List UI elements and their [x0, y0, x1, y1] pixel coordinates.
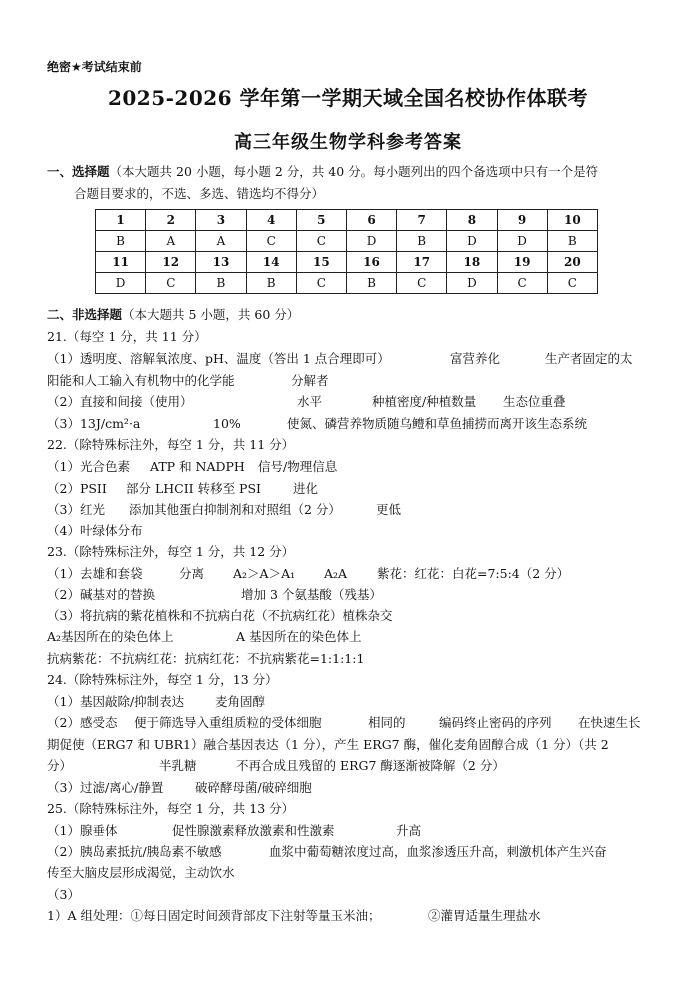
- q24-ans: （2）感受态: [47, 715, 118, 730]
- q22-ans: ATP 和 NADPH: [150, 459, 245, 474]
- q21-line3: [47, 393, 566, 411]
- q24-head: 24.（除特殊标注外，每空 1 分，13 分）: [47, 672, 278, 687]
- table-cell: A: [196, 231, 246, 252]
- q22-line2: [47, 480, 319, 498]
- table-cell: 14: [246, 252, 296, 273]
- q22-ans: 信号/物理信息: [258, 459, 338, 474]
- q21-ans: （1）透明度、溶解氧浓度、pH、温度（答出 1 点合理即可）: [47, 351, 390, 366]
- q24-ans: 不再合成且残留的 ERG7 酶逐渐被降解（2 分）: [236, 758, 505, 773]
- q21-ans: 使氮、磷营养物质随乌鳢和草鱼捕捞而离开该生态系统: [287, 416, 588, 431]
- confidential-label: 绝密★考试结束前: [47, 60, 142, 74]
- q25-line1: [47, 822, 422, 840]
- q21-ans: 富营养化: [450, 351, 501, 366]
- q25-ans: 1）A 组处理：①每日固定时间颈背部皮下注射等量玉米油；: [47, 908, 381, 923]
- table-cell: D: [497, 231, 547, 252]
- q25-head: 25.（除特殊标注外，每空 1 分，共 13 分）: [47, 801, 295, 816]
- q23-line2: [47, 586, 382, 604]
- q24-line4: [47, 757, 505, 775]
- table-cell: 9: [497, 210, 547, 231]
- table-row-answers-1: [96, 231, 598, 252]
- q25-ans: 血浆中葡萄糖浓度过高，血浆渗透压升高，刺激机体产生兴奋: [269, 844, 607, 859]
- q21-ans: 分解者: [291, 373, 329, 388]
- q22-ans: （1）光合色素: [47, 459, 130, 474]
- table-cell: 8: [447, 210, 497, 231]
- q23-ans: A 基因所在的染色体上: [236, 629, 362, 644]
- choice-answer-table: [95, 209, 598, 294]
- table-row-numbers-1: [96, 210, 598, 231]
- q22-line3: [47, 501, 402, 519]
- q22-ans: 添加其他蛋白抑制剂和对照组（2 分）: [129, 502, 341, 517]
- q25-ans: 促性腺激素释放激素和性激素: [172, 823, 335, 838]
- table-cell: 7: [397, 210, 447, 231]
- q21-line2: [47, 372, 329, 390]
- q23-ans: 分离: [179, 566, 205, 581]
- q24-line1: [47, 693, 266, 711]
- q24-ans: 相同的: [368, 715, 406, 730]
- table-cell: 6: [346, 210, 396, 231]
- q23-line3: （3）将抗病的紫花植株和不抗病白花（不抗病红花）植株杂交: [47, 608, 393, 623]
- table-cell: 4: [246, 210, 296, 231]
- table-cell: C: [296, 231, 346, 252]
- q21-line4: [47, 415, 588, 433]
- q23-ans: A₂基因所在的染色体上: [47, 629, 174, 644]
- q22-line1: [47, 458, 338, 476]
- q21-ans: （2）直接和间接（使用）: [47, 394, 193, 409]
- table-cell: 16: [346, 252, 396, 273]
- table-cell: 3: [196, 210, 246, 231]
- q23-ans: 紫花：红花：白花=7:5:4（2 分）: [377, 566, 570, 581]
- q21-ans: （3）13J/cm²·a: [47, 416, 141, 431]
- q25-ans: 升高: [396, 823, 422, 838]
- q21-head: 21.（每空 1 分，共 11 分）: [47, 329, 207, 344]
- q23-ans: 增加 3 个氨基酸（残基）: [241, 587, 382, 602]
- q25-line5: [47, 907, 541, 925]
- table-cell: 2: [146, 210, 196, 231]
- q21-ans: 生态位重叠: [503, 394, 566, 409]
- table-cell: 1: [96, 210, 146, 231]
- q24-line2: [47, 714, 641, 732]
- q21-ans: 阳能和人工输入有机物中的化学能: [47, 373, 235, 388]
- q24-ans: 麦角固醇: [215, 694, 266, 709]
- table-cell: C: [246, 231, 296, 252]
- q22-ans: （2）PSII: [47, 481, 107, 496]
- q23-line4: [47, 628, 362, 646]
- table-cell: B: [96, 231, 146, 252]
- table-cell: D: [447, 273, 497, 294]
- q24-ans: 分）: [47, 758, 73, 773]
- table-cell: C: [497, 273, 547, 294]
- q21-ans: 生产者固定的太: [545, 351, 633, 366]
- q24-line5: [47, 779, 312, 797]
- table-cell: B: [246, 273, 296, 294]
- q23-ans: （2）碱基对的替换: [47, 587, 155, 602]
- q23-head: 23.（除特殊标注外，每空 1 分，共 12 分）: [47, 544, 295, 559]
- q22-ans: 部分 LHCII 转移至 PSI: [126, 481, 261, 496]
- q21-ans: 10%: [213, 416, 241, 431]
- table-cell: 13: [196, 252, 246, 273]
- table-cell: A: [146, 231, 196, 252]
- section2-desc: （本大题共 5 小题，共 60 分）: [122, 307, 300, 322]
- table-cell: C: [397, 273, 447, 294]
- table-cell: B: [397, 231, 447, 252]
- table-cell: 11: [96, 252, 146, 273]
- q23-line1: [47, 565, 570, 583]
- q24-ans: 便于筛选导入重组质粒的受体细胞: [134, 715, 322, 730]
- exam-subtitle: 高三年级生物学科参考答案: [234, 132, 462, 153]
- q25-ans: （1）腺垂体: [47, 823, 118, 838]
- table-cell: B: [196, 273, 246, 294]
- table-row-numbers-2: [96, 252, 598, 273]
- section2-intro: [47, 306, 299, 324]
- q25-ans: ②灌胃适量生理盐水: [428, 908, 541, 923]
- table-cell: C: [547, 273, 597, 294]
- table-cell: D: [447, 231, 497, 252]
- q24-line3: 期促使（ERG7 和 UBR1）融合基因表达（1 分），产生 ERG7 酶，催化麦角固醇合成（1 分）（共 2: [47, 737, 609, 752]
- q24-ans: 半乳糖: [159, 758, 197, 773]
- table-cell: 15: [296, 252, 346, 273]
- table-cell: 19: [497, 252, 547, 273]
- section1-desc-line1: （本大题共 20 小题，每小题 2 分，共 40 分。每小题列出的四个备选项中只有一个是符: [109, 164, 599, 179]
- q22-head: 22.（除特殊标注外，每空 1 分，共 11 分）: [47, 437, 295, 452]
- table-cell: D: [96, 273, 146, 294]
- section2-heading: 二、非选择题: [47, 307, 123, 322]
- exam-title: 2025-2026 学年第一学期天域全国名校协作体联考: [107, 86, 589, 110]
- table-cell: 17: [397, 252, 447, 273]
- q24-ans: （3）过滤/离心/静置: [47, 780, 164, 795]
- table-cell: B: [547, 231, 597, 252]
- table-cell: 10: [547, 210, 597, 231]
- q24-ans: 破碎酵母菌/破碎细胞: [195, 780, 312, 795]
- q22-ans: 更低: [376, 502, 402, 517]
- q23-ans: A₂＞A＞A₁: [233, 566, 296, 581]
- q21-ans: 种植密度/种植数量: [372, 394, 477, 409]
- table-cell: C: [146, 273, 196, 294]
- table-cell: C: [296, 273, 346, 294]
- q24-ans: （1）基因敲除/抑制表达: [47, 694, 185, 709]
- q25-line2: [47, 843, 607, 861]
- table-row-answers-2: [96, 273, 598, 294]
- q25-line3: 传至大脑皮层形成渴觉，主动饮水: [47, 865, 235, 880]
- q25-ans: （2）胰岛素抵抗/胰岛素不敏感: [47, 844, 222, 859]
- q22-ans: 进化: [293, 481, 319, 496]
- q21-ans: 水平: [297, 394, 323, 409]
- q22-ans: （3）红光: [47, 502, 105, 517]
- q21-line1: [47, 350, 633, 368]
- section1-intro: [47, 163, 598, 181]
- table-cell: 20: [547, 252, 597, 273]
- q23-line5: 抗病紫花：不抗病红花：抗病红花：不抗病紫花=1:1:1:1: [47, 651, 365, 666]
- q23-ans: （1）去雄和套袋: [47, 566, 143, 581]
- table-cell: D: [346, 231, 396, 252]
- table-cell: 5: [296, 210, 346, 231]
- table-cell: 12: [146, 252, 196, 273]
- section1-heading: 一、选择题: [47, 164, 110, 179]
- table-cell: 18: [447, 252, 497, 273]
- table-cell: B: [346, 273, 396, 294]
- q22-line4: （4）叶绿体分布: [47, 523, 143, 538]
- section1-desc-line2: 合题目要求的，不选、多选、错选均不得分）: [74, 186, 325, 201]
- q24-ans: 编码终止密码的序列: [439, 715, 552, 730]
- q24-ans: 在快速生长: [578, 715, 641, 730]
- q23-ans: A₂A: [324, 566, 348, 581]
- q25-line4: （3）: [47, 887, 80, 902]
